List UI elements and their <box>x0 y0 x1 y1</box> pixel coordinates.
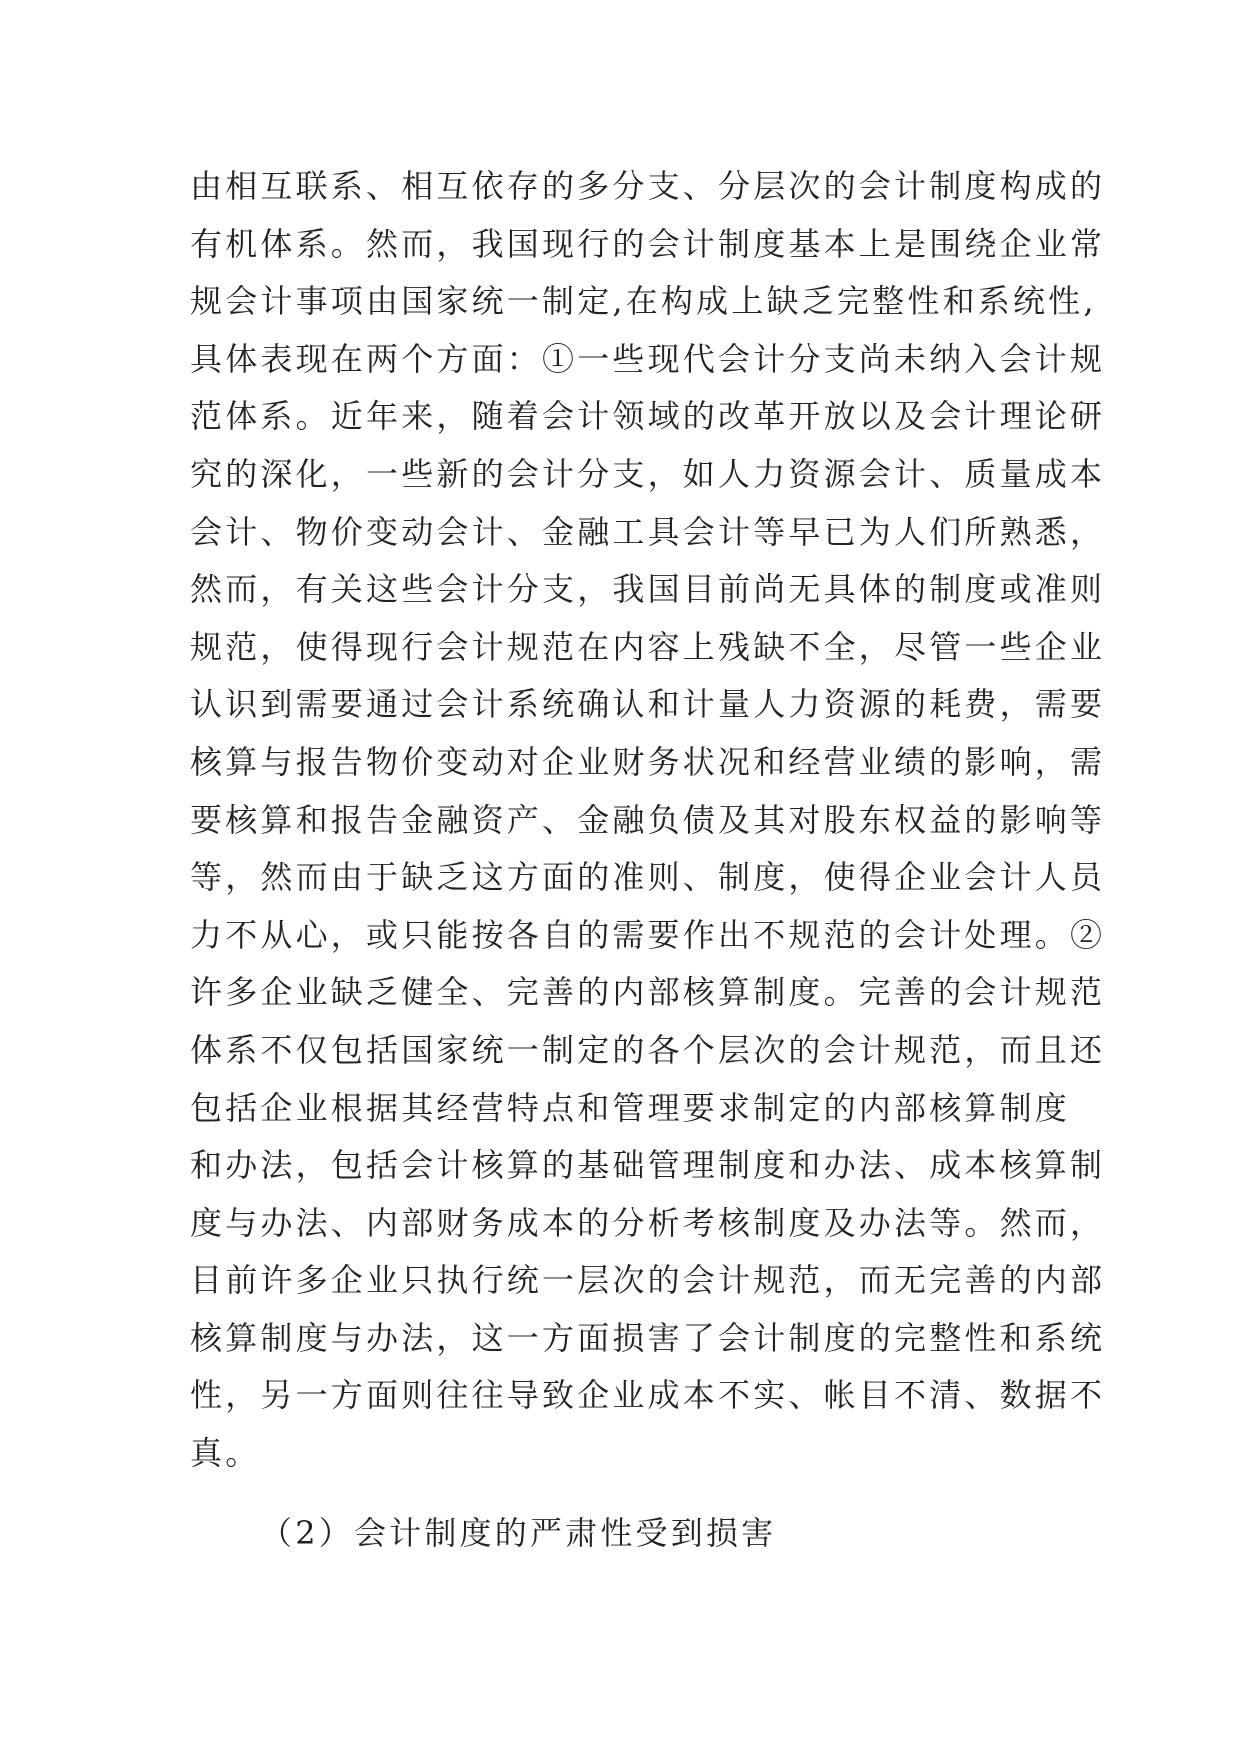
text-line: 有机体系。然而，我国现行的会计制度基本上是围绕企业常 <box>190 224 1106 263</box>
text-line: 许多企业缺乏健全、完善的内部核算制度。完善的会计规范 <box>190 973 1106 1012</box>
text-line: 和办法，包括会计核算的基础管理制度和办法、成本核算制 <box>190 1146 1106 1185</box>
text-line: 包括企业根据其经营特点和管理要求制定的内部核算制度 <box>190 1088 1071 1127</box>
text-line: 目前许多企业只执行统一层次的会计规范，而无完善的内部 <box>190 1261 1106 1300</box>
text-line: 体系不仅包括国家统一制定的各个层次的会计规范，而且还 <box>190 1030 1106 1069</box>
text-line: 范体系。近年来，随着会计领域的改革开放以及会计理论研 <box>190 397 1106 436</box>
text-line: 要核算和报告金融资产、金融负债及其对股东权益的影响等 <box>190 800 1106 839</box>
text-line: 规会计事项由国家统一制定,在构成上缺乏完整性和系统性, <box>190 282 1097 321</box>
body-paragraph <box>190 158 1106 1483</box>
text-line: 度与办法、内部财务成本的分析考核制度及办法等。然而， <box>190 1203 1106 1242</box>
text-line: 力不从心，或只能按各自的需要作出不规范的会计处理。② <box>190 915 1106 954</box>
text-line: 由相互联系、相互依存的多分支、分层次的会计制度构成的 <box>190 167 1106 205</box>
text-line: 核算与报告物价变动对企业财务状况和经营业绩的影响，需 <box>190 742 1106 781</box>
text-line: 会计、物价变动会计、金融工具会计等早已为人们所熟悉， <box>190 512 1106 551</box>
text-line: 规范，使得现行会计规范在内容上残缺不全，尽管一些企业 <box>190 627 1106 666</box>
text-line: 然而，有关这些会计分支，我国目前尚无具体的制度或准则 <box>190 570 1106 609</box>
text-line: 性，另一方面则往往导致企业成本不实、帐目不清、数据不 <box>190 1376 1106 1415</box>
text-line: 究的深化，一些新的会计分支，如人力资源会计、质量成本 <box>190 454 1106 493</box>
text-line: 具体表现在两个方面：①一些现代会计分支尚未纳入会计规 <box>190 339 1106 378</box>
text-line: 核算制度与办法，这一方面损害了会计制度的完整性和系统 <box>190 1318 1106 1357</box>
section-heading: （2）会计制度的严肃性受到损害 <box>260 1514 777 1552</box>
text-line: 真。 <box>190 1434 261 1473</box>
text-line: 等，然而由于缺乏这方面的准则、制度，使得企业会计人员 <box>190 858 1106 897</box>
text-line: 认识到需要通过会计系统确认和计量人力资源的耗费，需要 <box>190 685 1106 724</box>
